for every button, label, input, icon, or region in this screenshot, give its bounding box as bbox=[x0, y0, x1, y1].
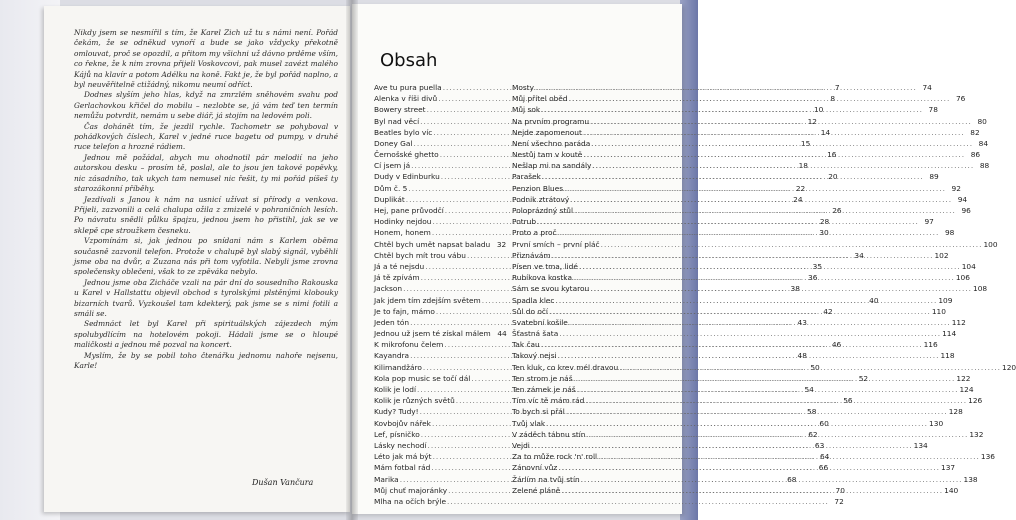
toc-entry-page: 60 bbox=[819, 418, 829, 428]
toc-entry-page: 88 bbox=[979, 161, 990, 171]
toc-leader-dots bbox=[590, 283, 972, 294]
toc-entry-title: Byl nad věcí bbox=[374, 116, 420, 126]
toc-entry-title: Penzion Blues bbox=[512, 183, 564, 193]
toc-entry-title: Tak čau bbox=[512, 340, 540, 350]
toc-entry-title: Kudy? Tudy! bbox=[374, 407, 419, 417]
toc-entry-title: Sůl do očí bbox=[512, 306, 548, 316]
toc-leader-dots bbox=[531, 440, 913, 451]
toc-entry-title: Můj přítel oběd bbox=[512, 94, 568, 104]
toc-leader-dots bbox=[579, 261, 961, 272]
toc-entry-page: 114 bbox=[942, 329, 957, 339]
toc-leader-dots bbox=[558, 350, 940, 361]
toc-entry-page: 82 bbox=[970, 127, 980, 137]
toc-entry-page: 50 bbox=[810, 362, 820, 372]
toc-entry-page: 130 bbox=[929, 418, 944, 428]
toc-leader-dots bbox=[552, 250, 934, 261]
toc-entry-page: 10 bbox=[813, 105, 824, 115]
toc-leader-dots bbox=[574, 373, 956, 384]
toc-entry-title: Cí jsem já bbox=[374, 161, 411, 171]
toc-entry-page: 15 bbox=[800, 138, 811, 148]
toc-entry-page: 68 bbox=[787, 474, 797, 484]
toc-entry-title: Chtěl bych mít trou vábu bbox=[374, 250, 466, 260]
toc-entry-page: 36 bbox=[808, 273, 818, 283]
toc-entry-title: Ten zámek je náš bbox=[512, 385, 576, 395]
toc-entry-page: 84 bbox=[978, 138, 989, 148]
toc-leader-dots bbox=[573, 272, 955, 283]
toc-entry-title: Honem, honem bbox=[374, 228, 431, 238]
toc-entry-page: 108 bbox=[973, 284, 988, 294]
toc-leader-dots bbox=[559, 328, 941, 339]
toc-entry-page: 116 bbox=[923, 340, 938, 350]
toc-leader-dots bbox=[590, 116, 972, 127]
toc-entry-page: 58 bbox=[807, 407, 817, 417]
toc-entry-page: 97 bbox=[924, 217, 934, 227]
toc-entry-title: Zelené pláně bbox=[512, 485, 561, 495]
toc-entry-title: Na prvním programu bbox=[512, 116, 590, 126]
toc-entry-page: 78 bbox=[928, 105, 938, 115]
toc-entry-page: 56 bbox=[843, 396, 853, 406]
toc-entry-page: 136 bbox=[980, 452, 995, 462]
toc-leader-dots bbox=[546, 418, 928, 429]
toc-entry-title: Spadla klec bbox=[512, 295, 555, 305]
toc-entry-page: 98 bbox=[944, 228, 955, 238]
toc-entry-title: Jak jdem tím zdejším světem bbox=[374, 295, 481, 305]
toc-leader-dots bbox=[619, 362, 1001, 373]
toc-entry-title: Žárlím na tvůj stín bbox=[512, 474, 580, 484]
toc-entry-page: 140 bbox=[944, 485, 959, 495]
foreword-letter bbox=[74, 28, 338, 371]
toc-entry-page: 16 bbox=[827, 150, 837, 160]
toc-leader-dots bbox=[585, 395, 967, 406]
toc-entry-page: 30 bbox=[819, 228, 829, 238]
toc-entry-page: 66 bbox=[818, 463, 829, 473]
toc-leader-dots bbox=[592, 160, 974, 171]
toc-entry-page: 118 bbox=[940, 351, 955, 361]
letter-paragraph: Jezdívali s Janou k nám na usnicí užívat si přírody a venkova. Přijeli, zazvonili a celá chalupa ožila z zmizelé v pohraničních lesích. Po návratu snědli půlku špajzu, jednou jsem ho přistihl, jak se ve sklepě cpe stroužkem česneku. bbox=[74, 194, 338, 235]
toc-leader-dots bbox=[601, 239, 983, 250]
toc-entry-title: Hodinky nejdou bbox=[374, 217, 432, 227]
toc-entry-title: Nešlap mi na sandály bbox=[512, 161, 592, 171]
toc-entry-title: Písen ve tma, lidé bbox=[512, 261, 578, 271]
toc-entry-title: Ten strom je náš bbox=[512, 373, 573, 383]
toc-entry-page: 14 bbox=[820, 127, 831, 137]
toc-entry-title: Můj sok bbox=[512, 105, 541, 115]
toc-entry-title: Jeden tón bbox=[374, 317, 410, 327]
toc-entry-page: 137 bbox=[941, 463, 956, 473]
toc-entry-title: Parašek bbox=[512, 172, 541, 182]
toc-entry-page: 64 bbox=[819, 452, 830, 462]
toc-leader-dots bbox=[569, 317, 951, 328]
toc-entry-page: 52 bbox=[858, 373, 869, 383]
toc-entry-page: 110 bbox=[931, 306, 946, 316]
toc-entry-title: Mám fotbal rád bbox=[374, 463, 431, 473]
toc-leader-dots bbox=[541, 339, 923, 350]
toc-entry-title: Proto a proč bbox=[512, 228, 557, 238]
toc-leader-dots bbox=[566, 406, 948, 417]
toc-entry-page: 76 bbox=[955, 94, 966, 104]
toc-entry-title: Tím víc tě mám rád bbox=[512, 396, 585, 406]
toc-entry-page: 120 bbox=[1002, 362, 1016, 372]
toc-leader-dots bbox=[574, 205, 956, 216]
toc-leader-dots bbox=[586, 429, 968, 440]
toc-entry-title: Zánovní vůz bbox=[512, 463, 558, 473]
toc-entry-title: Sám se svou kytarou bbox=[512, 284, 590, 294]
toc-entry-title: K mikrofonu čelem bbox=[374, 340, 444, 350]
toc-entry-title: Je to fajn, mámo bbox=[374, 306, 435, 316]
toc-entry-title: Jednou už jsem té získal málem bbox=[374, 329, 491, 339]
toc-entry-title: Kayandra bbox=[374, 351, 410, 361]
toc-leader-dots bbox=[577, 384, 959, 395]
toc-entry-title: Rubíkova kostka bbox=[512, 273, 572, 283]
toc-entry-page: 38 bbox=[790, 284, 800, 294]
toc-entry-title: Alenka v říši divů bbox=[374, 94, 438, 104]
toc-entry-page: 104 bbox=[961, 261, 976, 271]
toc-entry-page: 72 bbox=[834, 496, 844, 506]
toc-entry-title: První smích – první pláč bbox=[512, 239, 600, 249]
toc-entry-title: Kolik je lodí bbox=[374, 385, 417, 395]
toc-entry-page: 106 bbox=[955, 273, 970, 283]
toc-entry-title: Kilimandžáro bbox=[374, 362, 422, 372]
toc-entry-page: 92 bbox=[951, 183, 961, 193]
toc-entry-page: 24 bbox=[793, 194, 803, 204]
letter-paragraph: Dodnes slyším jeho hlas, když na zmrzlém sněhovém svahu pod Gerlachovkou křičel do mobilu – nezlobte se, já vám teď ten termín nemůžu potvrdit, nemám u sebe diář, já stojím na ledovém poli. bbox=[74, 90, 338, 121]
letter-paragraph: Jednou mě požádal, abych mu ohodnotil pár melodií na jeho autorskou desku – prosím tě, poslal, ale to jsou jen takové popěvky, nic zásadního, tak ukych tam nemusel nic řešit, ty mi pořád píšeš ty starozákonní příběhy. bbox=[74, 152, 338, 194]
toc-entry-page: 102 bbox=[934, 250, 949, 260]
toc-leader-dots bbox=[542, 171, 924, 182]
toc-entry-title: Já tě zpívám bbox=[374, 273, 420, 283]
toc-entry-title: Kola pop music se točí dál bbox=[374, 373, 471, 383]
toc-entry bbox=[374, 239, 507, 250]
toc-entry-title: Tvůj vlak bbox=[512, 418, 546, 428]
toc-entry-title: Takový nejsi bbox=[512, 351, 557, 361]
letter-paragraph: Nikdy jsem se nesmířil s tím, že Karel Zich už tu s námi není. Pořád čekám, že se odněkud vynoří a bude se jako vždycky překotně omlouvat, proč se opozdil, a přitom my všichni už dávno prděme vším, co řekne, že k nim zrovna přijeli Voskovcovi, pak musel zavézt malého Kájů na klavír a potom Adélku na koně. Fakt je, že byl pořád naplno, a byl neuvěřitelně ctižádný, nikomu neumí odříct. bbox=[74, 28, 338, 90]
toc-leader-dots bbox=[583, 127, 965, 138]
toc-title: Obsah bbox=[380, 50, 438, 71]
toc-entry bbox=[512, 82, 932, 93]
toc-entry-title: Šťastná šata bbox=[512, 329, 559, 339]
toc-entry-page: 40 bbox=[869, 295, 879, 305]
book-spine bbox=[346, 0, 358, 520]
toc-leader-dots bbox=[570, 194, 952, 205]
letter-paragraph: Sedmnáct let byl Karel při spirituálských zájezdech mým spolubydlícím na hotelovém pokoji. Hádali jsme se o hloupé maličkosti a jednou mě pozval na koncert. bbox=[74, 319, 338, 350]
toc-leader-dots bbox=[541, 104, 923, 115]
toc-leader-dots bbox=[447, 496, 829, 507]
toc-entry-page: 70 bbox=[835, 485, 845, 495]
toc-leader-dots bbox=[535, 82, 917, 93]
letter-paragraph: Čas dohánět tím, že jezdil rychle. Tachometr se pohyboval v pohádkových číslech, Karel v jedné ruce bagetu od pumpy, v druhé ruce telefon a hrozné rádiem. bbox=[74, 121, 338, 152]
toc-leader-dots bbox=[583, 149, 965, 160]
toc-entry-title: Léto jak má být bbox=[374, 452, 432, 462]
toc-entry-page: 54 bbox=[804, 385, 814, 395]
toc-entry-page: 112 bbox=[951, 317, 966, 327]
toc-entry-title: Dudy v Edinburku bbox=[374, 172, 440, 182]
toc-entry-page: 18 bbox=[798, 161, 808, 171]
toc-entry-page: 63 bbox=[814, 440, 825, 450]
toc-entry-title: Marika bbox=[374, 474, 399, 484]
toc-entry-title: To bych si přál bbox=[512, 407, 565, 417]
toc-entry bbox=[512, 239, 998, 250]
toc-entry-page: 96 bbox=[961, 206, 971, 216]
toc-entry-title: Nestůj tam v koutě bbox=[512, 150, 583, 160]
toc-leader-dots bbox=[561, 485, 943, 496]
toc-entry-page: 94 bbox=[957, 194, 968, 204]
letter-closing: Myslím, že by se pobil toho čtenářku jednomu nahoře nejsenu, Karle! bbox=[74, 350, 338, 370]
toc-leader-dots bbox=[558, 227, 940, 238]
toc-leader-dots bbox=[549, 306, 931, 317]
toc-leader-dots bbox=[598, 451, 980, 462]
toc-entry-page: 132 bbox=[969, 429, 984, 439]
toc-entry-page: 7 bbox=[834, 82, 840, 92]
toc-entry bbox=[512, 328, 957, 339]
toc-entry-page: 109 bbox=[938, 295, 953, 305]
toc-entry-page: 86 bbox=[970, 150, 981, 160]
toc-entry-title: Svatební košile bbox=[512, 317, 568, 327]
toc-entry-title: Bowery street bbox=[374, 105, 426, 115]
toc-entry-page: 43 bbox=[797, 317, 807, 327]
toc-entry bbox=[374, 328, 507, 339]
toc-entry-title: Duplikát bbox=[374, 194, 405, 204]
letter-paragraph: Vzpomínám si, jak jednou po snídani nám s Karlem oběma současně zazvonil telefon. Protože v chalupě byl slabý signál, vyběhli jsme oba na dvůr, a Zuzana nás při tom vyfotila. Nebyli jsme zrovna společensky oblečeni, však to ze zpěváka nebylo. bbox=[74, 236, 338, 277]
toc-entry-title: Chtěl bych umět napsat baladu bbox=[374, 239, 491, 249]
toc-entry-page: 100 bbox=[983, 239, 998, 249]
toc-leader-dots bbox=[555, 295, 937, 306]
toc-entry-page: 28 bbox=[819, 217, 830, 227]
toc-entry-title: Ave tu pura puella bbox=[374, 82, 442, 92]
toc-entry-title: Nejde zapomenout bbox=[512, 127, 582, 137]
toc-entry-title: Přiznávám bbox=[512, 250, 551, 260]
toc-leader-dots bbox=[537, 216, 919, 227]
toc-entry-page: 126 bbox=[968, 396, 983, 406]
toc-entry-title: Lásky nechodí bbox=[374, 440, 427, 450]
toc-entry-title: Můj chuť majoránky bbox=[374, 485, 448, 495]
toc-leader-dots bbox=[558, 462, 940, 473]
toc-entry-title: Doney Gal bbox=[374, 138, 413, 148]
toc-entry-page: 35 bbox=[812, 261, 823, 271]
toc-entry-title: Za to může rock 'n' roll bbox=[512, 452, 598, 462]
toc-entry-title: Podnik ztrátový bbox=[512, 194, 570, 204]
toc-entry-title: Kolik je různých světů bbox=[374, 396, 455, 406]
toc-entry-title: Poloprázdný stůl bbox=[512, 206, 574, 216]
toc-entry-page: 42 bbox=[823, 306, 833, 316]
toc-entry bbox=[512, 93, 966, 104]
toc-entry-title: Černošské ghetto bbox=[374, 150, 439, 160]
toc-entry-page: 124 bbox=[959, 385, 974, 395]
toc-entry-page: 122 bbox=[956, 373, 971, 383]
toc-entry-title: Potrub bbox=[512, 217, 537, 227]
toc-entry-title: Já a té nejsdu bbox=[374, 261, 425, 271]
toc-entry-title: Jackson bbox=[374, 284, 403, 294]
toc-entry-title: Beatles bylo víc bbox=[374, 127, 433, 137]
toc-entry-page: 26 bbox=[832, 206, 842, 216]
toc-entry-page: 48 bbox=[797, 351, 807, 361]
toc-entry-page: 46 bbox=[831, 340, 842, 350]
toc-entry-title: Hej, pane průvodčí bbox=[374, 206, 444, 216]
toc-leader-dots bbox=[591, 138, 973, 149]
toc-entry-page: 62 bbox=[808, 429, 818, 439]
toc-leader-dots bbox=[564, 183, 946, 194]
toc-entry-title: Lef, písničko bbox=[374, 429, 420, 439]
letter-paragraph: Jednou jsme oba Zicháče vzali na pár dní do sousedního Rakouska u Karel v Hallstattu objevil obchod s tyrolskými plstěnými klobouky bizarních tvarů. Vyzkoušel tam kdekterý, pak jsme se s nimi fotili a smáli se. bbox=[74, 277, 338, 318]
toc-entry-page: 8 bbox=[830, 94, 836, 104]
toc-entry-page: 80 bbox=[977, 116, 987, 126]
toc-entry-page: 44 bbox=[497, 329, 507, 339]
toc-leader-dots bbox=[581, 474, 963, 485]
toc-entry-title: Ten kluk, co krev mél dravou bbox=[512, 362, 619, 372]
letter-signature: Dušan Vančura bbox=[252, 478, 314, 487]
toc-entry-title: Kovbojův nářek bbox=[374, 418, 431, 428]
toc-entry-page: 20 bbox=[828, 172, 838, 182]
toc-entry-page: 32 bbox=[496, 239, 507, 249]
toc-entry-title: Mosty bbox=[512, 82, 535, 92]
toc-entry-page: 89 bbox=[929, 172, 939, 182]
toc-leader-dots bbox=[569, 93, 951, 104]
toc-entry-page: 128 bbox=[948, 407, 963, 417]
toc-entry-title: Mlha na očích brýle bbox=[374, 496, 446, 506]
toc-entry-page: 34 bbox=[854, 250, 864, 260]
toc-entry-title: Není všechno paráda bbox=[512, 138, 591, 148]
toc-entry-page: 12 bbox=[807, 116, 817, 126]
toc-entry-title: V záděch tábnu stín bbox=[512, 429, 586, 439]
toc-entry bbox=[374, 496, 844, 507]
toc-entry-page: 134 bbox=[913, 440, 928, 450]
toc-entry-page: 22 bbox=[795, 183, 806, 193]
toc-entry-page: 138 bbox=[963, 474, 978, 484]
toc-entry-page: 74 bbox=[922, 82, 932, 92]
toc-entry-title: Vejdi bbox=[512, 440, 530, 450]
toc-entry-title: Dům č. 5 bbox=[374, 183, 408, 193]
